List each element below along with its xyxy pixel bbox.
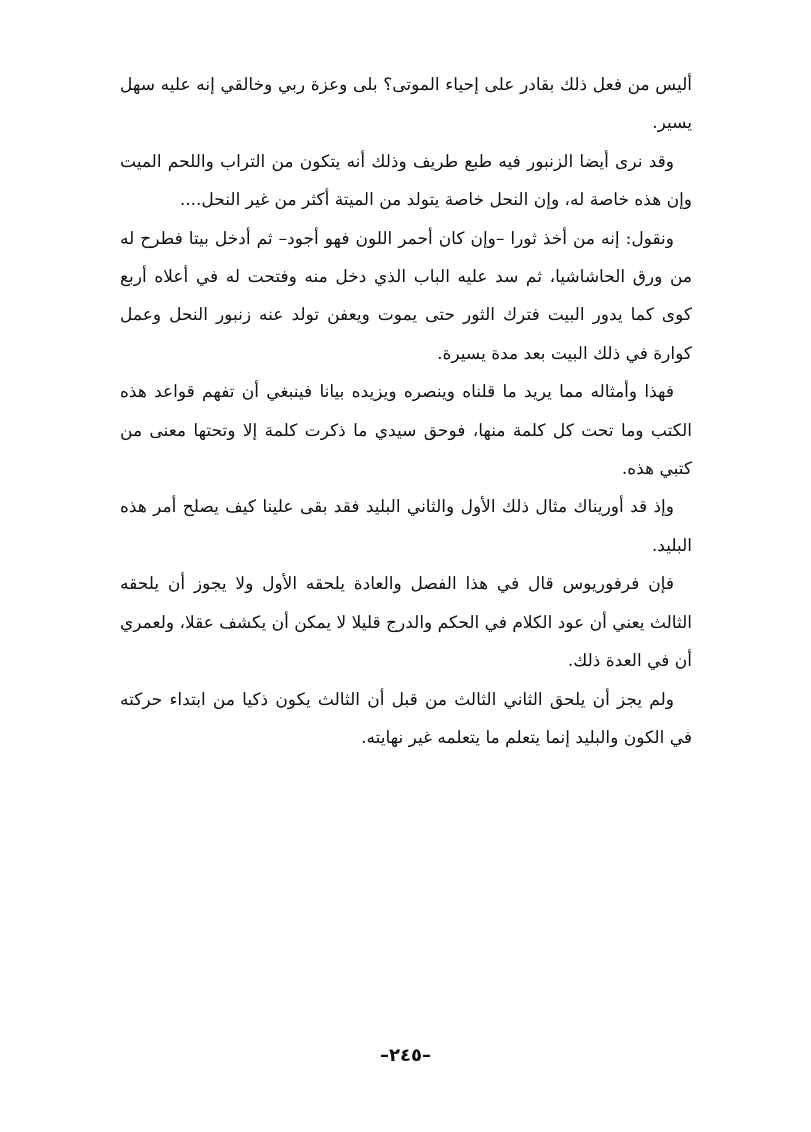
paragraph-4: فهذا وأمثاله مما يريد ما قلناه وينصره ويزيده بيانا فينبغي أن تفهم قواعد هذه الكتب وما تحت كل كلمة منها، فوحق سيدي ما ذكرت كلمة إلا وتحتها معنى من كتبي هذه. [120, 382, 692, 480]
paragraph-5: وإذ قد أوريناك مثال ذلك الأول والثاني البليد فقد بقى علينا كيف يصلح أمر هذه البليد. [120, 497, 692, 556]
paragraph-3: ونقول: إنه من أخذ ثورا –وإن كان أحمر اللون فهو أجود– ثم أدخل بيتا فطرح له من ورق الحاشاشيا، ثم سد عليه الباب الذي دخل منه وفتحت له في أعلاه أربع كوى كما يدور البيت فترك الثور حتى يموت ويعفن تولد عنه زنبور النحل وعمل كوارة في ذلك البيت بعد مدة يسيرة. [120, 228, 692, 364]
paragraph-2: وقد نرى أيضا الزنبور فيه طبع طريف وذلك أنه يتكون من التراب واللحم الميت وإن هذه خاصة له، وإن النحل خاصة يتولد من الميتة أكثر من غير النحل.... [120, 151, 692, 211]
page-number: –٢٤٥– [380, 1045, 431, 1066]
body-text [120, 66, 692, 757]
paragraph-6: فإن فرفوريوس قال في هذا الفصل والعادة يلحقه الأول ولا يجوز أن يلحقه الثالث يعني أن عود الكلام في الحكم والدرج قليلا لا يمكن أن يكشف عقلا، ولعمري أن في العدة ذلك. [120, 574, 692, 672]
paragraph-7: ولم يجز أن يلحق الثاني الثالث من قبل أن الثالث يكون ذكيا من ابتداء حركته في الكون والبليد إنما يتعلم ما يتعلمه غير نهايته. [120, 689, 692, 748]
paragraph-1: أليس من فعل ذلك بقادر على إحياء الموتى؟ بلى وعزة ربي وخالقي إنه عليه سهل يسير. [120, 75, 692, 134]
